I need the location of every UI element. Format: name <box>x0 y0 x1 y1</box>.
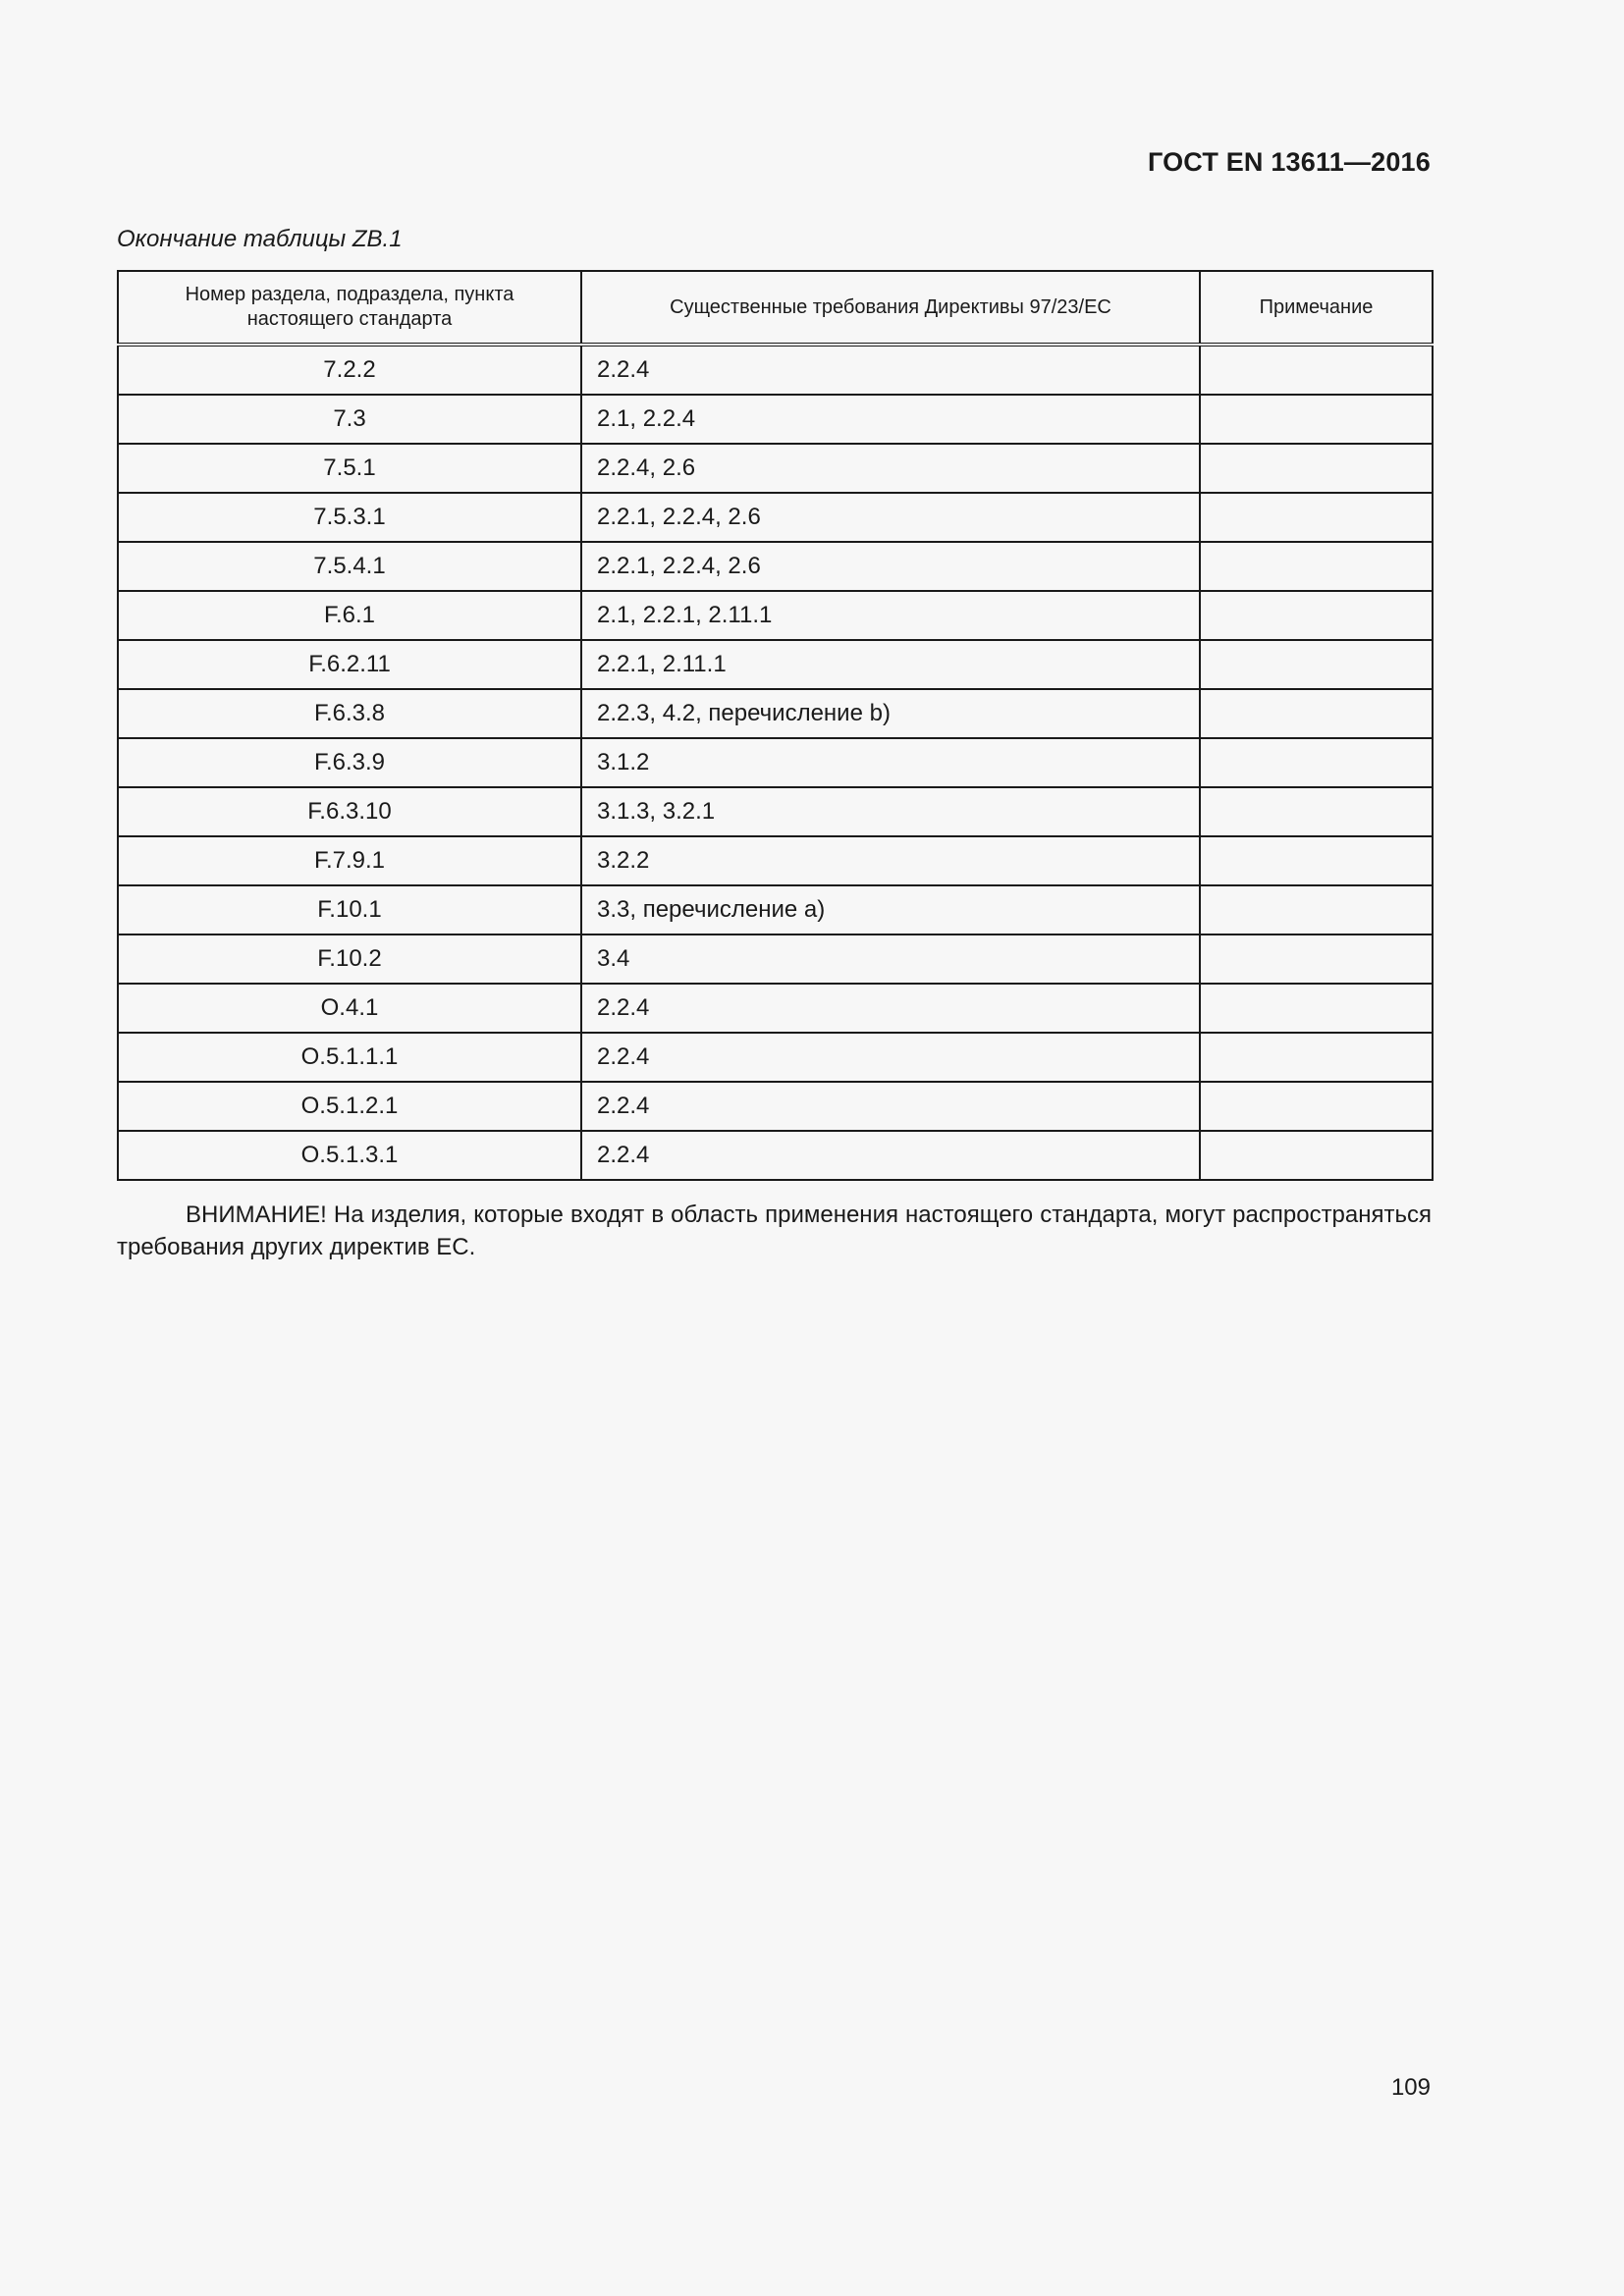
header-note: Примечание <box>1200 271 1433 345</box>
cell-section: F.6.2.11 <box>118 640 581 689</box>
cell-requirements: 3.1.2 <box>581 738 1200 787</box>
cell-section: O.5.1.3.1 <box>118 1131 581 1180</box>
header-section: Номер раздела, подраздела, пункта настоящего стандарта <box>118 271 581 345</box>
cell-section: 7.5.3.1 <box>118 493 581 542</box>
cell-section: F.7.9.1 <box>118 836 581 885</box>
cell-note <box>1200 787 1433 836</box>
table-row <box>118 1131 1433 1180</box>
table-header-row <box>118 271 1433 345</box>
cell-requirements: 2.2.4 <box>581 345 1200 395</box>
table-row <box>118 542 1433 591</box>
table-row <box>118 395 1433 444</box>
cell-section: F.10.2 <box>118 934 581 984</box>
cell-note <box>1200 444 1433 493</box>
cell-note <box>1200 640 1433 689</box>
cell-requirements: 2.1, 2.2.4 <box>581 395 1200 444</box>
requirements-table <box>117 270 1434 1181</box>
notice-text: ВНИМАНИЕ! На изделия, которые входят в область применения настоящего стандарта, могут распространяться требования других директив ЕС. <box>117 1201 1432 1260</box>
cell-section: 7.2.2 <box>118 345 581 395</box>
table-row <box>118 640 1433 689</box>
cell-requirements: 2.2.4 <box>581 984 1200 1033</box>
table-row <box>118 689 1433 738</box>
cell-requirements: 2.2.3, 4.2, перечисление b) <box>581 689 1200 738</box>
cell-note <box>1200 395 1433 444</box>
cell-section: F.6.3.9 <box>118 738 581 787</box>
cell-note <box>1200 1131 1433 1180</box>
table-row <box>118 984 1433 1033</box>
header-requirements: Существенные требования Директивы 97/23/ЕС <box>581 271 1200 345</box>
table-row <box>118 836 1433 885</box>
cell-requirements: 2.2.1, 2.2.4, 2.6 <box>581 542 1200 591</box>
cell-section: F.6.3.8 <box>118 689 581 738</box>
cell-requirements: 2.2.1, 2.2.4, 2.6 <box>581 493 1200 542</box>
cell-section: F.6.1 <box>118 591 581 640</box>
cell-section: O.5.1.2.1 <box>118 1082 581 1131</box>
cell-section: O.4.1 <box>118 984 581 1033</box>
cell-section: 7.5.4.1 <box>118 542 581 591</box>
cell-note <box>1200 934 1433 984</box>
cell-requirements: 3.3, перечисление а) <box>581 885 1200 934</box>
cell-requirements: 2.2.4 <box>581 1082 1200 1131</box>
cell-requirements: 2.2.1, 2.11.1 <box>581 640 1200 689</box>
table-row <box>118 934 1433 984</box>
cell-section: 7.5.1 <box>118 444 581 493</box>
table-row <box>118 1082 1433 1131</box>
table-row <box>118 738 1433 787</box>
cell-requirements: 2.1, 2.2.1, 2.11.1 <box>581 591 1200 640</box>
cell-requirements: 3.4 <box>581 934 1200 984</box>
cell-note <box>1200 345 1433 395</box>
cell-note <box>1200 885 1433 934</box>
table-row <box>118 787 1433 836</box>
cell-section: O.5.1.1.1 <box>118 1033 581 1082</box>
cell-section: F.6.3.10 <box>118 787 581 836</box>
table-row <box>118 591 1433 640</box>
table-row <box>118 493 1433 542</box>
cell-note <box>1200 542 1433 591</box>
cell-note <box>1200 1033 1433 1082</box>
page-number: 109 <box>1390 2074 1431 2101</box>
cell-requirements: 3.2.2 <box>581 836 1200 885</box>
document-code: ГОСТ EN 13611—2016 <box>1147 147 1431 177</box>
cell-note <box>1200 689 1433 738</box>
cell-note <box>1200 591 1433 640</box>
table-row <box>118 885 1433 934</box>
cell-note <box>1200 836 1433 885</box>
cell-requirements: 2.2.4 <box>581 1033 1200 1082</box>
table-caption: Окончание таблицы ZB.1 <box>117 226 403 252</box>
cell-note <box>1200 493 1433 542</box>
cell-note <box>1200 1082 1433 1131</box>
cell-note <box>1200 984 1433 1033</box>
cell-section: 7.3 <box>118 395 581 444</box>
cell-section: F.10.1 <box>118 885 581 934</box>
table-row <box>118 444 1433 493</box>
table-row <box>118 345 1433 395</box>
table-row <box>118 1033 1433 1082</box>
cell-requirements: 3.1.3, 3.2.1 <box>581 787 1200 836</box>
cell-note <box>1200 738 1433 787</box>
cell-requirements: 2.2.4, 2.6 <box>581 444 1200 493</box>
cell-requirements: 2.2.4 <box>581 1131 1200 1180</box>
